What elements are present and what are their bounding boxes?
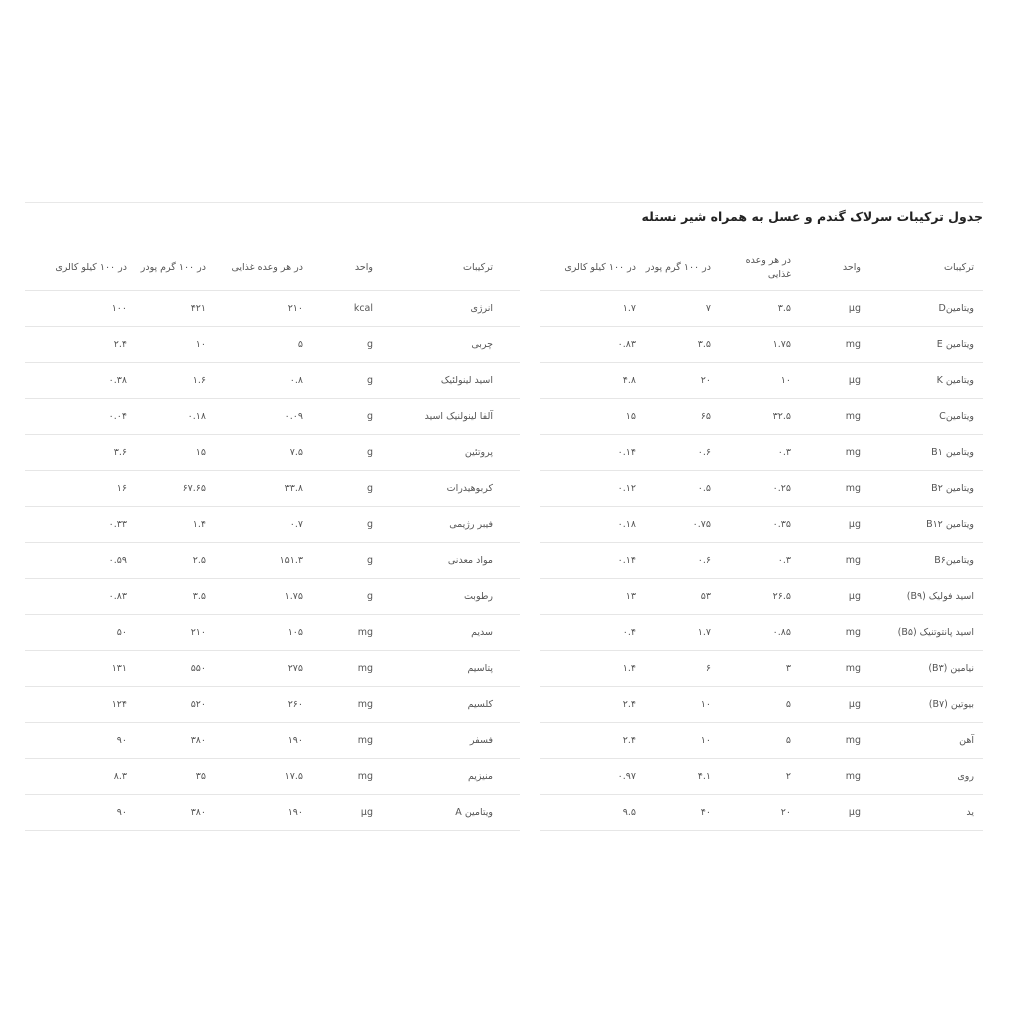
header-per-100kcal: در ۱۰۰ کیلو کالری bbox=[25, 245, 136, 291]
cell-per-100kcal: ۰.۱۸ bbox=[540, 507, 645, 543]
table-header-row bbox=[540, 245, 983, 291]
cell-unit: g bbox=[312, 327, 382, 363]
table-row bbox=[540, 723, 983, 759]
nutrition-table-macros bbox=[25, 245, 520, 831]
header-per-100g: در ۱۰۰ گرم پودر bbox=[136, 245, 215, 291]
table-row bbox=[540, 507, 983, 543]
cell-per-serving: ۰.۰۹ bbox=[215, 399, 312, 435]
cell-per-100kcal: ۰.۳۸ bbox=[25, 363, 136, 399]
table-row bbox=[540, 471, 983, 507]
cell-ingredient: ویتامین B۱ bbox=[870, 435, 983, 471]
header-unit: واحد bbox=[312, 245, 382, 291]
cell-ingredient: کربوهیدرات bbox=[382, 471, 520, 507]
cell-per-100kcal: ۲.۴ bbox=[25, 327, 136, 363]
header-per-100kcal: در ۱۰۰ کیلو کالری bbox=[540, 245, 645, 291]
cell-ingredient: فسفر bbox=[382, 723, 520, 759]
cell-per-100kcal: ۳.۶ bbox=[25, 435, 136, 471]
table-row bbox=[540, 435, 983, 471]
cell-per-100kcal: ۰.۹۷ bbox=[540, 759, 645, 795]
cell-per-serving: ۰.۳ bbox=[720, 435, 800, 471]
cell-per-100g: ۴.۱ bbox=[645, 759, 720, 795]
cell-per-serving: ۰.۷ bbox=[215, 507, 312, 543]
cell-per-serving: ۳۲.۵ bbox=[720, 399, 800, 435]
cell-per-serving: ۱۰ bbox=[720, 363, 800, 399]
cell-unit: mg bbox=[800, 543, 870, 579]
cell-unit: mg bbox=[800, 399, 870, 435]
cell-per-100g: ۱.۷ bbox=[645, 615, 720, 651]
table-row bbox=[540, 795, 983, 831]
table-row bbox=[25, 327, 520, 363]
cell-per-serving: ۲۰ bbox=[720, 795, 800, 831]
cell-unit: µg bbox=[800, 291, 870, 327]
cell-ingredient: پروتئین bbox=[382, 435, 520, 471]
cell-per-serving: ۰.۲۵ bbox=[720, 471, 800, 507]
cell-per-serving: ۲۶۰ bbox=[215, 687, 312, 723]
cell-per-100kcal: ۲.۴ bbox=[540, 687, 645, 723]
cell-ingredient: منیزیم bbox=[382, 759, 520, 795]
cell-ingredient: ویتامین B۲ bbox=[870, 471, 983, 507]
cell-per-100kcal: ۰.۸۳ bbox=[25, 579, 136, 615]
cell-per-100g: ۴۰ bbox=[645, 795, 720, 831]
cell-per-100kcal: ۵۰ bbox=[25, 615, 136, 651]
cell-per-serving: ۱.۷۵ bbox=[215, 579, 312, 615]
cell-per-100kcal: ۱۰۰ bbox=[25, 291, 136, 327]
cell-per-100g: ۱۰ bbox=[645, 687, 720, 723]
cell-per-100g: ۵۵۰ bbox=[136, 651, 215, 687]
cell-per-serving: ۰.۸ bbox=[215, 363, 312, 399]
cell-ingredient: چربی bbox=[382, 327, 520, 363]
table-row bbox=[540, 543, 983, 579]
cell-unit: mg bbox=[312, 687, 382, 723]
cell-per-100kcal: ۹.۵ bbox=[540, 795, 645, 831]
cell-ingredient: ویتامین K bbox=[870, 363, 983, 399]
cell-unit: kcal bbox=[312, 291, 382, 327]
cell-per-100g: ۰.۶ bbox=[645, 543, 720, 579]
table-row bbox=[25, 399, 520, 435]
table-row bbox=[25, 435, 520, 471]
cell-per-100g: ۵۳ bbox=[645, 579, 720, 615]
table-row bbox=[25, 651, 520, 687]
cell-per-serving: ۰.۳ bbox=[720, 543, 800, 579]
table-row bbox=[25, 471, 520, 507]
cell-per-serving: ۳۳.۸ bbox=[215, 471, 312, 507]
table-row bbox=[540, 759, 983, 795]
cell-unit: g bbox=[312, 399, 382, 435]
table-row bbox=[25, 543, 520, 579]
cell-per-serving: ۱۵۱.۳ bbox=[215, 543, 312, 579]
cell-unit: mg bbox=[800, 759, 870, 795]
table-row bbox=[25, 723, 520, 759]
cell-per-serving: ۳ bbox=[720, 651, 800, 687]
table-row bbox=[25, 363, 520, 399]
table-row bbox=[540, 363, 983, 399]
cell-unit: g bbox=[312, 543, 382, 579]
header-ingredient: ترکیبات bbox=[382, 245, 520, 291]
cell-per-100kcal: ۱۶ bbox=[25, 471, 136, 507]
cell-per-serving: ۱۹۰ bbox=[215, 795, 312, 831]
cell-per-100kcal: ۴.۸ bbox=[540, 363, 645, 399]
cell-per-100g: ۰.۶ bbox=[645, 435, 720, 471]
cell-unit: mg bbox=[800, 435, 870, 471]
cell-per-100kcal: ۱۵ bbox=[540, 399, 645, 435]
cell-unit: µg bbox=[800, 795, 870, 831]
cell-per-100kcal: ۰.۳۳ bbox=[25, 507, 136, 543]
cell-ingredient: فیبر رژیمی bbox=[382, 507, 520, 543]
cell-per-100kcal: ۱۳ bbox=[540, 579, 645, 615]
cell-per-100kcal: ۰.۱۲ bbox=[540, 471, 645, 507]
table-row bbox=[540, 651, 983, 687]
cell-per-100kcal: ۲.۴ bbox=[540, 723, 645, 759]
page-title: جدول ترکیبات سرلاک گندم و عسل به همراه شیر نستله bbox=[641, 209, 983, 224]
table-row bbox=[540, 615, 983, 651]
cell-per-100g: ۲۰ bbox=[645, 363, 720, 399]
cell-ingredient: اسید لینولئیک bbox=[382, 363, 520, 399]
cell-per-100g: ۲۱۰ bbox=[136, 615, 215, 651]
cell-per-100g: ۳.۵ bbox=[136, 579, 215, 615]
cell-per-100kcal: ۱.۴ bbox=[540, 651, 645, 687]
cell-per-100g: ۴۲۱ bbox=[136, 291, 215, 327]
table-row bbox=[25, 687, 520, 723]
cell-per-serving: ۱۷.۵ bbox=[215, 759, 312, 795]
cell-per-serving: ۰.۳۵ bbox=[720, 507, 800, 543]
cell-unit: mg bbox=[312, 759, 382, 795]
cell-per-100g: ۲.۵ bbox=[136, 543, 215, 579]
cell-unit: mg bbox=[800, 615, 870, 651]
table-row bbox=[540, 291, 983, 327]
cell-per-100g: ۳۸۰ bbox=[136, 723, 215, 759]
cell-unit: mg bbox=[312, 615, 382, 651]
cell-ingredient: آهن bbox=[870, 723, 983, 759]
cell-unit: g bbox=[312, 435, 382, 471]
cell-ingredient: ویتامینD bbox=[870, 291, 983, 327]
cell-ingredient: سدیم bbox=[382, 615, 520, 651]
cell-per-100g: ۶ bbox=[645, 651, 720, 687]
header-unit: واحد bbox=[800, 245, 870, 291]
cell-unit: µg bbox=[800, 579, 870, 615]
cell-per-serving: ۲ bbox=[720, 759, 800, 795]
cell-unit: mg bbox=[312, 651, 382, 687]
cell-unit: µg bbox=[312, 795, 382, 831]
cell-ingredient: مواد معدنی bbox=[382, 543, 520, 579]
header-per-serving: در هر وعده غذایی bbox=[215, 245, 312, 291]
cell-per-serving: ۵ bbox=[215, 327, 312, 363]
cell-per-serving: ۵ bbox=[720, 687, 800, 723]
cell-ingredient: اسید فولیک (B۹) bbox=[870, 579, 983, 615]
cell-ingredient: ویتامین E bbox=[870, 327, 983, 363]
cell-per-serving: ۵ bbox=[720, 723, 800, 759]
cell-ingredient: کلسیم bbox=[382, 687, 520, 723]
cell-ingredient: ویتامین A bbox=[382, 795, 520, 831]
cell-per-serving: ۲۶.۵ bbox=[720, 579, 800, 615]
cell-per-serving: ۲۱۰ bbox=[215, 291, 312, 327]
table-row bbox=[540, 399, 983, 435]
cell-per-100g: ۱۰ bbox=[645, 723, 720, 759]
cell-per-serving: ۲۷۵ bbox=[215, 651, 312, 687]
cell-per-100kcal: ۱.۷ bbox=[540, 291, 645, 327]
cell-unit: mg bbox=[312, 723, 382, 759]
cell-per-100kcal: ۰.۱۴ bbox=[540, 543, 645, 579]
cell-per-100g: ۰.۵ bbox=[645, 471, 720, 507]
cell-ingredient: ویتامینB۶ bbox=[870, 543, 983, 579]
nutrition-table-vitamins bbox=[540, 245, 983, 831]
cell-per-100kcal: ۹۰ bbox=[25, 723, 136, 759]
cell-unit: g bbox=[312, 579, 382, 615]
cell-unit: µg bbox=[800, 687, 870, 723]
cell-per-serving: ۱.۷۵ bbox=[720, 327, 800, 363]
table-row bbox=[25, 291, 520, 327]
table-row bbox=[25, 507, 520, 543]
table-row bbox=[540, 687, 983, 723]
cell-per-100kcal: ۸.۳ bbox=[25, 759, 136, 795]
cell-per-100g: ۶۵ bbox=[645, 399, 720, 435]
cell-per-100g: ۱۵ bbox=[136, 435, 215, 471]
cell-unit: g bbox=[312, 471, 382, 507]
table-row bbox=[540, 327, 983, 363]
cell-per-100g: ۳۵ bbox=[136, 759, 215, 795]
cell-ingredient: روی bbox=[870, 759, 983, 795]
table-row bbox=[25, 795, 520, 831]
cell-per-100kcal: ۰.۴ bbox=[540, 615, 645, 651]
cell-ingredient: رطوبت bbox=[382, 579, 520, 615]
cell-per-serving: ۳.۵ bbox=[720, 291, 800, 327]
cell-ingredient: پتاسیم bbox=[382, 651, 520, 687]
cell-per-100kcal: ۰.۱۴ bbox=[540, 435, 645, 471]
cell-unit: g bbox=[312, 507, 382, 543]
table-row bbox=[25, 759, 520, 795]
cell-ingredient: اسید پانتوتنیک (B۵) bbox=[870, 615, 983, 651]
cell-per-100g: ۷ bbox=[645, 291, 720, 327]
cell-per-100g: ۱.۴ bbox=[136, 507, 215, 543]
cell-ingredient: ید bbox=[870, 795, 983, 831]
cell-per-100g: ۵۲۰ bbox=[136, 687, 215, 723]
cell-per-serving: ۱۹۰ bbox=[215, 723, 312, 759]
header-ingredient: ترکیبات bbox=[870, 245, 983, 291]
cell-ingredient: آلفا لینولنیک اسید bbox=[382, 399, 520, 435]
cell-unit: mg bbox=[800, 327, 870, 363]
cell-unit: µg bbox=[800, 363, 870, 399]
cell-per-100kcal: ۹۰ bbox=[25, 795, 136, 831]
table-row bbox=[25, 615, 520, 651]
cell-per-serving: ۷.۵ bbox=[215, 435, 312, 471]
header-per-100g: در ۱۰۰ گرم پودر bbox=[645, 245, 720, 291]
cell-per-100g: ۰.۱۸ bbox=[136, 399, 215, 435]
cell-per-serving: ۱۰۵ bbox=[215, 615, 312, 651]
cell-ingredient: ویتامینC bbox=[870, 399, 983, 435]
cell-per-100g: ۳۸۰ bbox=[136, 795, 215, 831]
cell-unit: mg bbox=[800, 471, 870, 507]
cell-per-100g: ۱۰ bbox=[136, 327, 215, 363]
table-row bbox=[540, 579, 983, 615]
header-per-serving: در هر وعده غذایی bbox=[720, 245, 800, 291]
cell-per-100g: ۰.۷۵ bbox=[645, 507, 720, 543]
cell-ingredient: بیوتین (B۷) bbox=[870, 687, 983, 723]
cell-per-100kcal: ۱۳۱ bbox=[25, 651, 136, 687]
table-row bbox=[25, 579, 520, 615]
cell-per-100g: ۳.۵ bbox=[645, 327, 720, 363]
cell-per-100kcal: ۰.۸۳ bbox=[540, 327, 645, 363]
cell-unit: mg bbox=[800, 723, 870, 759]
cell-unit: g bbox=[312, 363, 382, 399]
cell-per-100g: ۱.۶ bbox=[136, 363, 215, 399]
cell-per-100kcal: ۰.۰۴ bbox=[25, 399, 136, 435]
cell-ingredient: ویتامین B۱۲ bbox=[870, 507, 983, 543]
cell-unit: µg bbox=[800, 507, 870, 543]
table-header-row bbox=[25, 245, 520, 291]
cell-ingredient: نیامین (B۳) bbox=[870, 651, 983, 687]
cell-per-100kcal: ۱۲۴ bbox=[25, 687, 136, 723]
cell-unit: mg bbox=[800, 651, 870, 687]
cell-ingredient: انرژی bbox=[382, 291, 520, 327]
cell-per-serving: ۰.۸۵ bbox=[720, 615, 800, 651]
cell-per-100kcal: ۰.۵۹ bbox=[25, 543, 136, 579]
top-divider bbox=[25, 202, 983, 203]
cell-per-100g: ۶۷.۶۵ bbox=[136, 471, 215, 507]
